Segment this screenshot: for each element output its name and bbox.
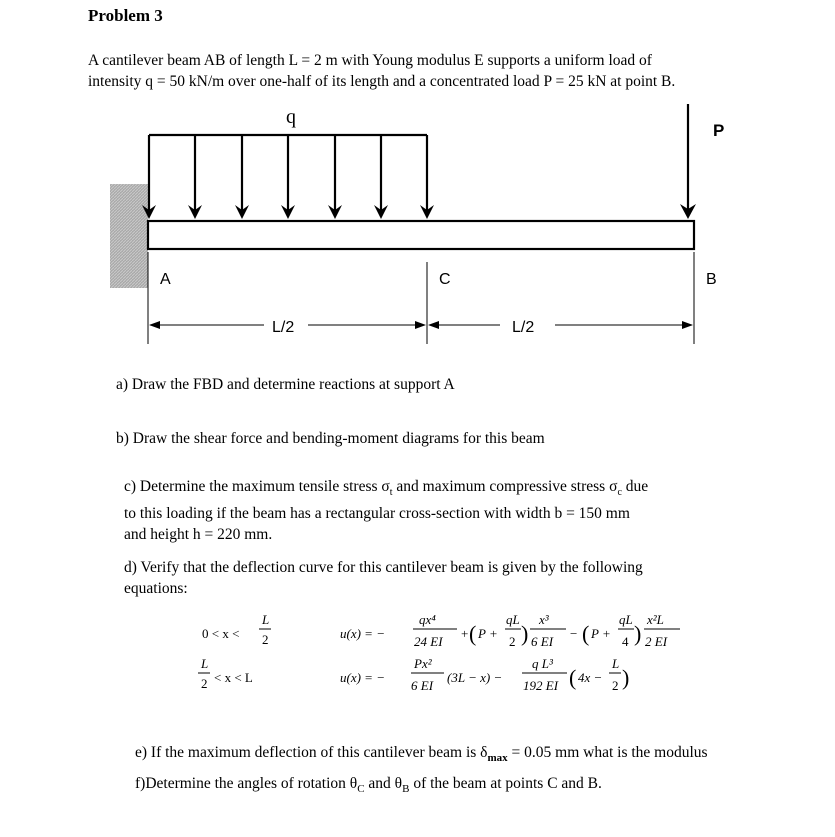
statement-line-2: intensity q = 50 kN/m over one-half of its length and a concentrated load P = 25 kN at point B. xyxy=(88,73,676,90)
question-d-line-2: equations: xyxy=(124,580,188,597)
label-P: P xyxy=(713,121,725,140)
svg-text:L: L xyxy=(612,656,620,671)
svg-text:): ) xyxy=(634,621,642,646)
svg-text:6 EI: 6 EI xyxy=(531,634,554,649)
cantilever-beam-figure xyxy=(0,0,835,370)
svg-text:2: 2 xyxy=(612,678,619,693)
question-c-line-1: c) Determine the maximum tensile stress $\sigma_t$ and maximum compressive stress $\sigma_c$ due xyxy=(124,478,649,499)
svg-text:u(x) = −: u(x) = − xyxy=(340,626,385,641)
svg-text:2 EI: 2 EI xyxy=(645,634,668,649)
sub-B: B xyxy=(402,783,410,796)
sub-t: t xyxy=(389,487,393,499)
svg-text:): ) xyxy=(521,621,529,646)
svg-text:): ) xyxy=(622,665,630,690)
svg-text:2: 2 xyxy=(509,634,516,649)
svg-text:qL: qL xyxy=(619,612,633,627)
question-f: f)Determine the angles of rotation $\theta_C$ and $\theta_B$ of the beam at points C and B. xyxy=(135,775,602,796)
svg-text:q L³: q L³ xyxy=(532,656,553,671)
svg-text:x²L: x²L xyxy=(647,612,664,627)
svg-text:u(x) = −: u(x) = − xyxy=(340,670,385,685)
svg-text:< x < L: < x < L xyxy=(214,670,253,685)
equation-row-1 xyxy=(202,612,680,649)
dim-label-left: L/2 xyxy=(272,319,295,336)
problem-title: Problem 3 xyxy=(88,6,163,25)
svg-text:L: L xyxy=(201,656,209,671)
sub-c: c xyxy=(617,487,622,499)
svg-text:4: 4 xyxy=(622,634,629,649)
svg-text:L: L xyxy=(262,612,270,627)
label-q: q xyxy=(286,106,296,128)
svg-text:Px²: Px² xyxy=(414,656,432,671)
deflection-equations xyxy=(0,600,835,730)
sub-C: C xyxy=(357,783,365,796)
question-a: a) Draw the FBD and determine reactions at support A xyxy=(116,376,455,393)
dim-label-right: L/2 xyxy=(512,319,535,336)
question-c xyxy=(124,476,724,545)
label-B: B xyxy=(706,271,717,288)
question-d xyxy=(124,557,724,599)
svg-text:(3L − x) −: (3L − x) − xyxy=(447,670,503,685)
fixed-support-wall xyxy=(110,184,148,288)
question-d-line-1: d) Verify that the deflection curve for this cantilever beam is given by the following xyxy=(124,559,643,576)
svg-text:x³: x³ xyxy=(539,612,549,627)
svg-text:2: 2 xyxy=(201,676,208,691)
svg-text:24 EI: 24 EI xyxy=(414,634,443,649)
svg-text:(: ( xyxy=(582,621,590,646)
svg-text:2: 2 xyxy=(262,632,269,647)
svg-text:P +: P + xyxy=(478,626,498,641)
dimension-lines xyxy=(148,252,694,344)
statement-line-1: A cantilever beam AB of length L = 2 m with Young modulus E supports a uniform load of xyxy=(88,52,652,69)
svg-text:qx⁴: qx⁴ xyxy=(419,612,436,627)
question-c-line-2: to this loading if the beam has a rectangular cross-section with width b = 150 mm xyxy=(124,505,630,523)
svg-text:+: + xyxy=(461,626,469,641)
svg-text:6 EI: 6 EI xyxy=(411,678,434,693)
equation-row-2 xyxy=(198,656,629,693)
question-c-line-3: and height h = 220 mm. xyxy=(124,526,273,544)
question-e: e) If the maximum deflection of this cantilever beam is $\delta_{max} = 0.05$ mm what is the modulus xyxy=(135,744,708,765)
distributed-load-q xyxy=(149,135,427,214)
question-b: b) Draw the shear force and bending-moment diagrams for this beam xyxy=(116,430,545,447)
svg-text:qL: qL xyxy=(506,612,520,627)
svg-text:−: − xyxy=(570,626,578,641)
sub-max: max xyxy=(487,752,508,765)
svg-text:192 EI: 192 EI xyxy=(523,678,559,693)
beam-body xyxy=(148,221,694,249)
svg-text:4x −: 4x − xyxy=(578,670,603,685)
svg-text:(: ( xyxy=(569,665,577,690)
svg-text:(: ( xyxy=(469,621,477,646)
label-C: C xyxy=(439,271,451,288)
point-load-P xyxy=(680,104,696,219)
label-A: A xyxy=(160,271,171,288)
svg-text:0 < x <: 0 < x < xyxy=(202,626,240,641)
svg-text:P +: P + xyxy=(591,626,611,641)
